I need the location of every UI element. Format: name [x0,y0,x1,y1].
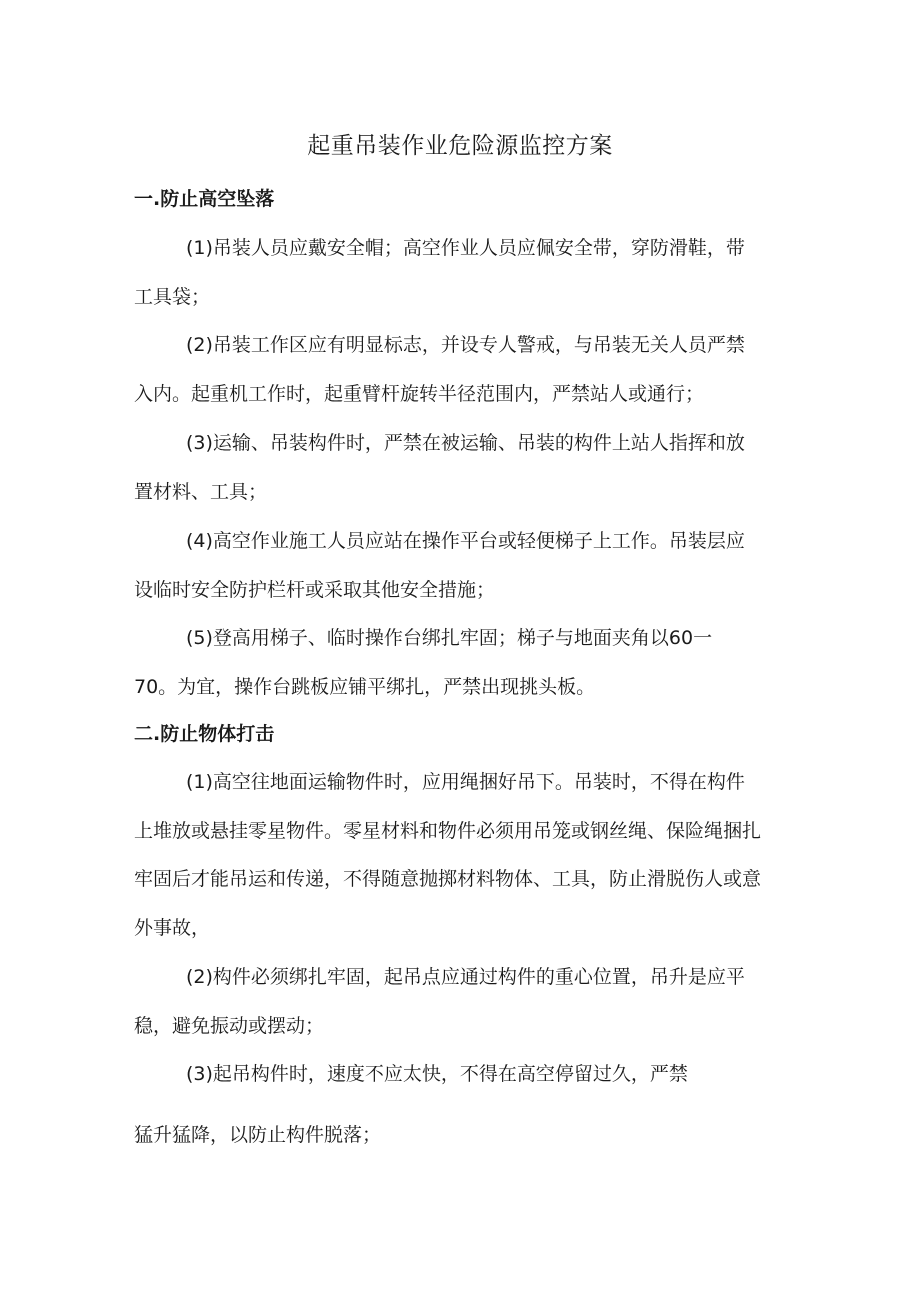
section-heading-1: 一.防止高空坠落 [134,188,275,210]
paragraph-line: (1)吊装人员应戴安全帽；高空作业人员应佩安全带，穿防滑鞋，带 [186,237,745,259]
paragraph-line: 上堆放或悬挂零星物件。零星材料和物件必须用吊笼或钢丝绳、保险绳捆扎 [134,820,762,842]
paragraph-line: 70。为宜，操作台跳板应铺平绑扎，严禁出现挑头板。 [134,676,596,698]
paragraph-line: 置材料、工具； [134,481,268,503]
paragraph-line: (5)登高用梯子、临时操作台绑扎牢固；梯子与地面夹角以60一 [186,627,713,649]
paragraph-line: 设临时安全防护栏杆或采取其他安全措施； [134,579,496,601]
paragraph-line: (3)运输、吊装构件时，严禁在被运输、吊装的构件上站人指挥和放 [186,432,745,454]
paragraph-line: 外事故， [134,917,211,939]
paragraph-line: 牢固后才能吊运和传递，不得随意抛掷材料物体、工具，防止滑脱伤人或意 [134,868,762,890]
paragraph-line: 工具袋； [134,286,211,308]
paragraph-line: (1)高空往地面运输物件时，应用绳捆好吊下。吊装时，不得在构件 [186,771,745,793]
paragraph-line: (2)构件必须绑扎牢固，起吊点应通过构件的重心位置，吊升是应平 [186,966,745,988]
paragraph-line: (2)吊装工作区应有明显标志，并设专人警戒，与吊装无关人员严禁 [186,334,745,356]
document-title: 起重吊装作业危险源监控方案 [307,133,613,159]
paragraph-line: (4)高空作业施工人员应站在操作平台或轻便梯子上工作。吊装层应 [186,530,745,552]
paragraph-line: 入内。起重机工作时，起重臂杆旋转半径范围内，严禁站人或通行； [134,383,705,405]
paragraph-line: 稳，避免振动或摆动； [134,1015,325,1037]
paragraph-line: (3)起吊构件时，速度不应太快，不得在高空停留过久，严禁 [186,1063,688,1085]
section-heading-2: 二.防止物体打击 [134,723,275,745]
paragraph-line: 猛升猛降，以防止构件脱落； [134,1124,382,1146]
